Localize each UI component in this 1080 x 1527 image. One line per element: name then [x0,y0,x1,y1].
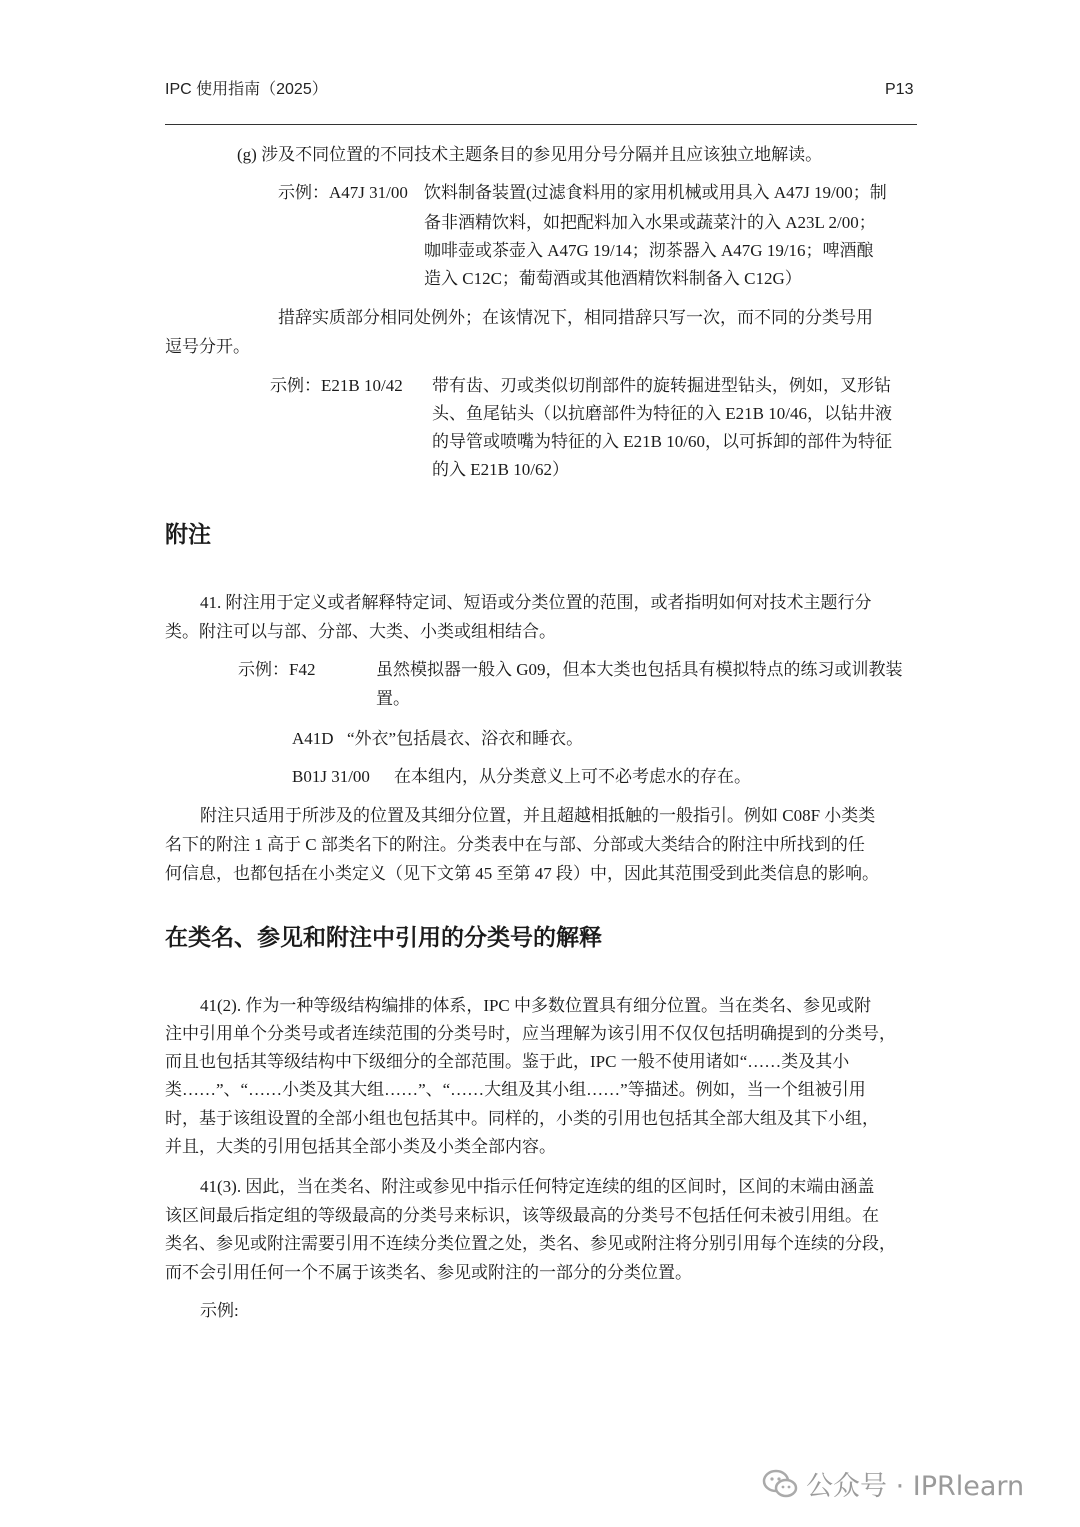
example1-line: 饮料制备装置(过滤食料用的家用机械或用具入 A47J 19/00；制 [424,183,887,202]
page-number: P13 [885,81,914,98]
header-divider [165,124,917,125]
watermark [762,1464,1024,1503]
example2-label: 示例：E21B 10/42 [270,376,403,395]
paragraph-line: 类名、参见或附注需要引用不连续分类位置之处，类名、参见或附注将分别引用每个连续的分段， [165,1234,896,1253]
paragraph-line: 而且也包括其等级结构中下级细分的全部范围。鉴于此，IPC 一般不使用诸如“……类及其小 [165,1052,850,1071]
note-example-label: 示例：F42 [238,660,316,679]
paragraph-line: 41(2). 作为一种等级结构编排的体系，IPC 中多数位置具有细分位置。当在类名、参见或附 [200,996,872,1015]
paragraph-line: 而不会引用任何一个不属于该类名、参见或附注的一部分的分类位置。 [165,1263,692,1282]
section-heading-notes: 附注 [165,522,211,548]
note-example-line: 虽然模拟器一般入 G09，但本大类也包括具有模拟特点的练习或训教装 [376,660,903,679]
example1-label: 示例：A47J 31/00 [278,183,408,202]
paragraph-line: 该区间最后指定组的等级最高的分类号来标识，该等级最高的分类号不包括任何未被引用组。在 [165,1206,879,1225]
example2-line: 头、鱼尾钻头（以抗磨部件为特征的入 E21B 10/46，以钻井液 [432,404,892,423]
paragraph-line: 时，基于该组设置的全部小组也包括其中。同样的，小类的引用也包括其全部大组及其下小组， [165,1109,879,1128]
paragraph-line: 41. 附注用于定义或者解释特定词、短语或分类位置的范围，或者指明如何对技术主题行分 [200,593,872,612]
note-example-line: 在本组内，从分类意义上可不必考虑水的存在。 [394,767,751,786]
example1-line: 备非酒精饮料，如把配料加入水果或蔬菜汁的入 A23L 2/00； [424,213,876,232]
note-example-line: “外衣”包括晨衣、浴衣和睡衣。 [347,729,584,748]
example1-line: 咖啡壶或茶壶入 A47G 19/14；沏茶器入 A47G 19/16；啤酒酿 [424,241,874,260]
paragraph-line: 附注只适用于所涉及的位置及其细分位置，并且超越相抵触的一般指引。例如 C08F 小类类 [200,806,876,825]
example-label: 示例: [200,1301,239,1320]
item-g: (g) 涉及不同位置的不同技术主题条目的参见用分号分隔并且应该独立地解读。 [237,145,823,164]
example2-line: 的入 E21B 10/62） [432,460,569,479]
example2-line: 的导管或喷嘴为特征的入 E21B 10/60，以可拆卸的部件为特征 [432,432,892,451]
paragraph-line: 措辞实质部分相同处例外；在该情况下，相同措辞只写一次，而不同的分类号用 [278,308,873,327]
note-example-line: 置。 [376,689,410,708]
paragraph-line: 逗号分开。 [165,337,250,356]
note-example-label: A41D [292,729,334,748]
example2-line: 带有齿、刃或类似切削部件的旋转掘进型钻头，例如，叉形钻 [432,376,891,395]
paragraph-line: 名下的附注 1 高于 C 部类名下的附注。分类表中在与部、分部或大类结合的附注中所找到的任 [165,835,865,854]
wechat-icon [762,1468,798,1500]
paragraph-line: 何信息，也都包括在小类定义（见下文第 45 至第 47 段）中，因此其范围受到此类信息的影响。 [165,864,879,883]
section-heading-interpretation: 在类名、参见和附注中引用的分类号的解释 [165,925,602,951]
paragraph-line: 类……”、“……小类及其大组……”、“……大组及其小组……”等描述。例如，当一个组被引用 [165,1080,866,1099]
example1-line: 造入 C12C；葡萄酒或其他酒精饮料制备入 C12G） [424,269,802,288]
header-title: IPC 使用指南（2025） [165,81,328,98]
paragraph-line: 并且，大类的引用包括其全部小类及小类全部内容。 [165,1137,556,1156]
note-example-label: B01J 31/00 [292,767,370,786]
watermark-text: 公众号 · IPRlearn [806,1471,1025,1502]
paragraph-line: 类。附注可以与部、分部、大类、小类或组相结合。 [165,622,556,641]
paragraph-line: 注中引用单个分类号或者连续范围的分类号时，应当理解为该引用不仅仅包括明确提到的分类号， [165,1024,896,1043]
paragraph-line: 41(3). 因此，当在类名、附注或参见中指示任何特定连续的组的区间时，区间的末端由涵盖 [200,1177,875,1196]
